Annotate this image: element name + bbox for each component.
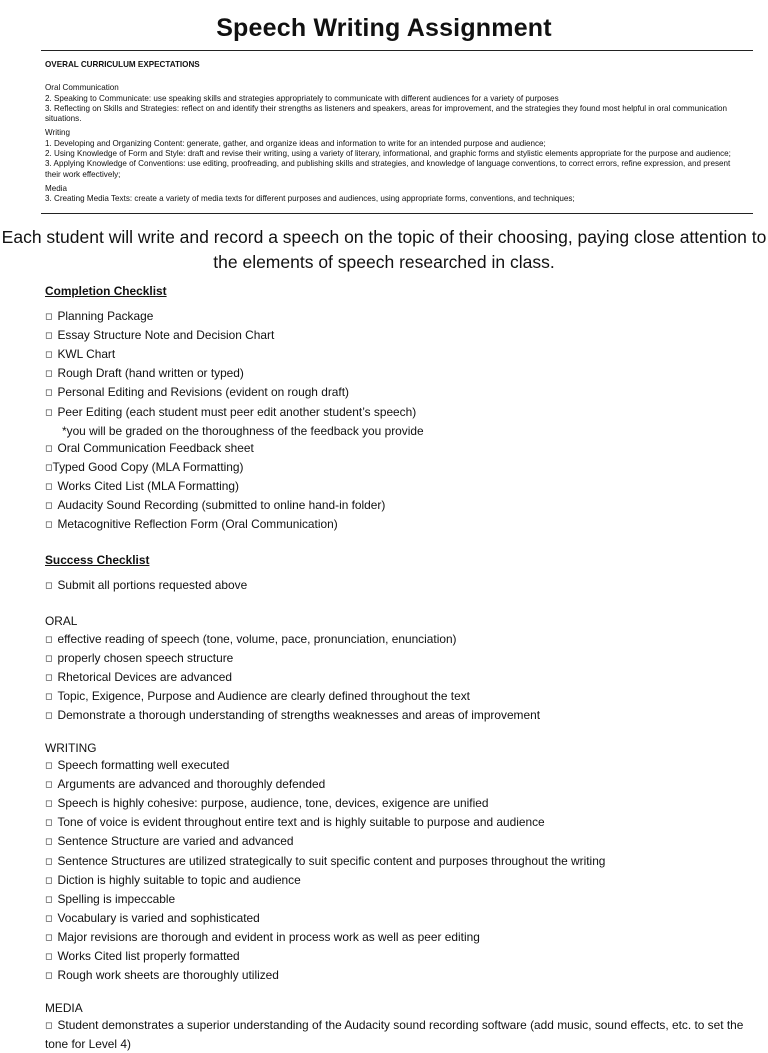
checklist-item: ◻ Planning Package [45,309,154,324]
checklist-item: ◻ Major revisions are thorough and evident in process work as well as peer editing [45,929,480,944]
checklist-item: ◻ Spelling is impeccable [45,891,176,906]
checkbox-icon: ◻ [45,952,53,962]
checklist-item: ◻ Diction is highly suitable to topic and audience [45,872,301,887]
expectations-header: OVERAL CURRICULUM EXPECTATIONS [45,60,200,69]
expectation-item: 1. Developing and Organizing Content: generate, gather, and organize ideas and information to write for an intended purpose and audience; [45,138,546,148]
checkbox-icon: ◻ [45,894,53,905]
checkbox-icon: ◻ [45,856,53,867]
checklist-item: ◻ Demonstrate a thorough understanding of strengths weaknesses and areas of improvement [45,707,540,722]
media-section [45,184,745,205]
expectation-item: 2. Using Knowledge of Form and Style: draft and revise their writing, using a variety of literary, informational, and graphic forms and stylistic elements appropriate for the purpose and audience; [45,149,731,159]
checklist-item: ◻ Vocabulary is varied and sophisticated [45,910,260,925]
checklist-item: ◻ Personal Editing and Revisions (evident on rough draft) [45,385,349,400]
checklist-item: ◻ Speech formatting well executed [45,758,230,773]
checklist-item: ◻ properly chosen speech structure [45,650,234,665]
checklist-item: ◻ Submit all portions requested above [45,578,248,593]
checklists [45,283,745,1053]
checklist-item: ◻ Essay Structure Note and Decision Chart [45,328,275,343]
checklist-item: ◻ Tone of voice is evident throughout entire text and is highly suitable to purpose and audience [45,815,545,830]
checkbox-icon: ◻ [45,761,53,772]
checkbox-icon: ◻ [45,932,53,943]
curriculum-expectations [45,60,745,205]
page-title: Speech Writing Assignment [216,14,552,42]
checkbox-icon: ◻ [45,369,53,380]
checklist-item: ◻ Rhetorical Devices are advanced [45,669,232,684]
checklist-item: ◻ Sentence Structures are utilized strategically to suit specific content and purposes throughout the writing [45,853,606,868]
checkbox-icon: ◻ [45,710,53,721]
checkbox-icon: ◻ [45,331,53,342]
expectation-item: 2. Speaking to Communicate: use speaking skills and strategies appropriately to communicate with different audiences for a variety of purposes [45,93,559,103]
checkbox-icon: ◻ [45,799,53,810]
checklist-item: ◻ Arguments are advanced and thoroughly defended [45,777,326,792]
checklist-item: ◻ Rough Draft (hand written or typed) [45,366,244,381]
checklist-item: ◻ Metacognitive Reflection Form (Oral Communication) [45,517,338,532]
checklist-item: ◻ Speech is highly cohesive: purpose, audience, tone, devices, exigence are unified [45,796,489,811]
checkbox-icon: ◻ [45,818,53,829]
checklist-item: ◻ Student demonstrates a superior understanding of the Audacity sound recording software (add music, sound effects, etc. to set the tone for Level 4) [45,1018,744,1052]
checklist-item: ◻ Works Cited List (MLA Formatting) [45,478,239,493]
oral-label: ORAL [45,614,78,629]
peer-editing-note: *you will be graded on the thoroughness of the feedback you provide [62,423,424,438]
checkbox-icon: ◻ [45,837,53,848]
checkbox-icon: ◻ [45,501,53,512]
checkbox-icon: ◻ [45,350,53,361]
checklist-item: ◻ KWL Chart [45,347,116,362]
checklist-item: ◻ Oral Communication Feedback sheet [45,440,254,455]
success-checklist-heading: Success Checklist [45,553,150,568]
checklist-item: ◻ Topic, Exigence, Purpose and Audience are clearly defined throughout the text [45,688,470,703]
completion-checklist-heading: Completion Checklist [45,284,167,298]
checkbox-icon: ◻ [45,913,53,924]
checklist-item: ◻Typed Good Copy (MLA Formatting) [45,459,244,474]
assignment-intro: Each student will write and record a speech on the topic of their choosing, paying close attention to the elements of speech researched in class. [1,227,767,272]
checkbox-icon: ◻ [45,780,53,791]
section-heading: Oral Communication [45,83,119,93]
section-heading: Writing [45,128,71,138]
expectation-item: 3. Applying Knowledge of Conventions: use editing, proofreading, and publishing skills and strategies, and knowledge of language conventions, to correct errors, refine expression, and present their work effectively; [45,159,731,179]
expectation-item: 3. Creating Media Texts: create a variety of media texts for different purposes and audiences, using appropriate forms, conventions, and techniques; [45,194,575,204]
expectation-item: 3. Reflecting on Skills and Strategies: reflect on and identify their strengths as listeners and speakers, areas for improvement, and the strategies they found most helpful in oral communication situations. [45,103,728,124]
bottom-divider [41,213,753,214]
checkbox-icon: ◻ [45,875,53,886]
checkbox-icon: ◻ [45,1021,53,1032]
checkbox-icon: ◻ [45,971,53,982]
checkbox-icon: ◻ [45,581,53,592]
checkbox-icon: ◻ [45,691,53,702]
writing-section [45,128,745,179]
checkbox-icon: ◻ [45,443,53,454]
checkbox-icon: ◻ [45,634,53,645]
checkbox-icon: ◻ [45,520,53,531]
checkbox-icon: ◻ [45,312,53,323]
oral-communication-section [45,83,745,124]
checkbox-icon: ◻ [45,388,53,399]
checklist-item: ◻ Works Cited list properly formatted [45,949,240,963]
checkbox-icon: ◻ [45,481,53,492]
checkbox-icon: ◻ [45,672,53,683]
checklist-item: ◻ Peer Editing (each student must peer edit another student’s speech) [45,404,417,419]
section-heading: Media [45,183,68,193]
checklist-item: ◻ effective reading of speech (tone, volume, pace, pronunciation, enunciation) [45,631,457,646]
checklist-item: ◻ Sentence Structure are varied and advanced [45,834,294,849]
checklist-item: ◻ Rough work sheets are thoroughly utilized [45,968,279,983]
checkbox-icon: ◻ [45,462,53,473]
completion-list-1 [45,308,745,423]
checkbox-icon: ◻ [45,653,53,664]
checkbox-icon: ◻ [45,407,53,418]
writing-label: WRITING [45,740,97,755]
media-label: MEDIA [45,1001,83,1016]
checklist-item: ◻ Audacity Sound Recording (submitted to online hand-in folder) [45,498,386,513]
top-divider [41,50,753,51]
